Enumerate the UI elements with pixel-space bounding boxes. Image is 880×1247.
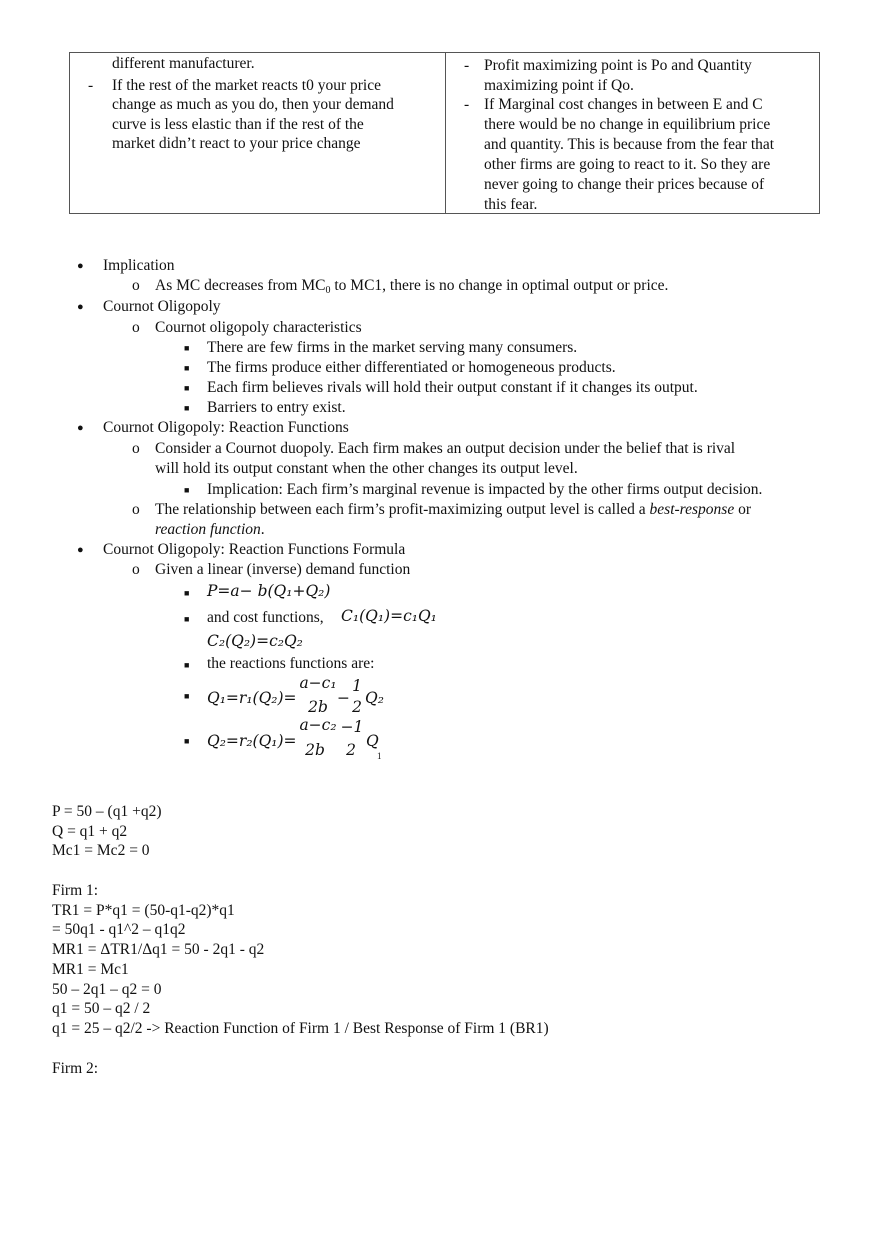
table-right-line: other firms are going to react to it. So they are [484, 156, 771, 173]
bullet-square-icon: ■ [184, 485, 190, 495]
characteristic-item: The firms produce either differentiated or homogeneous products. [207, 359, 616, 376]
bullet-circle-icon: o [132, 319, 140, 336]
table-right-line: never going to change their prices because of [484, 176, 765, 193]
table-left-line: If the rest of the market reacts t0 your price [112, 77, 381, 94]
bullet-square-icon: ■ [184, 588, 190, 598]
table-right-line: If Marginal cost changes in between E and C [484, 96, 763, 113]
reaction-1-half-numerator: 1 [352, 677, 362, 695]
bullet-dot-icon: ● [77, 260, 84, 272]
relationship-text: The relationship between each firm’s profit-maximizing output level is called a best-response or [155, 501, 752, 518]
work-line: Mc1 = Mc2 = 0 [52, 842, 150, 859]
reactions-text: the reactions functions are: [207, 655, 375, 672]
characteristic-item: Barriers to entry exist. [207, 399, 346, 416]
table-left-line: market didn’t react to your price change [112, 135, 361, 152]
bullet-square-icon: ■ [184, 691, 190, 701]
reaction-2-denominator: 2b [305, 741, 325, 759]
bullet-square-icon: ■ [184, 614, 190, 624]
work-line: MR1 = ΔTR1/Δq1 = 50 - 2q1 - q2 [52, 941, 265, 958]
characteristic-item: There are few firms in the market serving many consumers. [207, 339, 578, 356]
reaction-2-half-numerator: −1 [340, 718, 364, 736]
dash-bullet: - [88, 77, 94, 94]
firm-2-heading: Firm 2: [52, 1060, 99, 1077]
firm-1-heading: Firm 1: [52, 882, 99, 899]
bullet-dot-icon: ● [77, 422, 84, 434]
bullet-square-icon: ■ [184, 403, 190, 413]
relationship-text: reaction function. [155, 521, 265, 538]
table-left-line: different manufacturer. [112, 55, 255, 72]
linear-demand-text: Given a linear (inverse) demand function [155, 561, 411, 578]
bullet-square-icon: ■ [184, 736, 190, 746]
reaction-2-q: Q [366, 732, 379, 750]
heading-reaction-functions: Cournot Oligopoly: Reaction Functions [103, 419, 349, 436]
bullet-square-icon: ■ [184, 343, 190, 353]
heading-cournot: Cournot Oligopoly [103, 298, 221, 315]
work-line: MR1 = Mc1 [52, 961, 129, 978]
bullet-circle-icon: o [132, 501, 140, 518]
cost-text: and cost functions, [207, 609, 324, 626]
reaction-1-denominator: 2b [308, 698, 328, 716]
work-line: Q = q1 + q2 [52, 823, 128, 840]
bullet-dot-icon: ● [77, 301, 84, 313]
table-right-line: there would be no change in equilibrium price [484, 116, 771, 133]
demand-equation: P=a− b(Q₁+Q₂) [207, 582, 331, 600]
bullet-circle-icon: o [132, 440, 140, 457]
dash-bullet: - [464, 57, 470, 74]
reaction-1-numerator: a−c₁ [299, 674, 337, 692]
reaction-1-half-denominator: 2 [352, 698, 362, 716]
reaction-2-q-sub: 1 [377, 751, 382, 761]
bullet-dot-icon: ● [77, 544, 84, 556]
duopoly-implication: Implication: Each firm’s marginal revenue is impacted by the other firms output decision. [207, 481, 763, 498]
table-right-line: this fear. [484, 196, 538, 213]
table-left-line: curve is less elastic than if the rest of the [112, 116, 364, 133]
bullet-square-icon: ■ [184, 383, 190, 393]
characteristics-heading: Cournot oligopoly characteristics [155, 319, 362, 336]
table-right-line: maximizing point if Qo. [484, 77, 634, 94]
reaction-2-numerator: a−c₂ [299, 716, 337, 734]
bullet-square-icon: ■ [184, 660, 190, 670]
work-line: q1 = 25 – q2/2 -> Reaction Function of Firm 1 / Best Response of Firm 1 (BR1) [52, 1020, 549, 1037]
work-line: q1 = 50 – q2 / 2 [52, 1000, 151, 1017]
bullet-square-icon: ■ [184, 363, 190, 373]
work-line: = 50q1 - q1^2 – q1q2 [52, 921, 186, 938]
reaction-1-lhs: Q₁=r₁(Q₂)= [207, 689, 297, 707]
table-left-line: change as much as you do, then your demand [112, 96, 394, 113]
reaction-2-half-denominator: 2 [346, 741, 356, 759]
reaction-1-q: Q₂ [365, 689, 384, 707]
cost-equation-1: C₁(Q₁)=c₁Q₁ [341, 607, 437, 625]
bullet-circle-icon: o [132, 561, 140, 578]
bullet-circle-icon: o [132, 277, 140, 294]
heading-formula: Cournot Oligopoly: Reaction Functions Formula [103, 541, 406, 558]
duopoly-text: will hold its output constant when the other changes its output level. [155, 460, 578, 477]
implication-text: As MC decreases from $MC_0$ to MC1, there is no change in optimal output or price. [155, 277, 669, 296]
reaction-2-lhs: Q₂=r₂(Q₁)= [207, 732, 297, 750]
reaction-1-minus: − [337, 689, 350, 707]
table-right-line: Profit maximizing point is Po and Quantity [484, 57, 752, 74]
heading-implication: Implication [103, 257, 175, 274]
table-divider [445, 53, 446, 213]
comparison-table [69, 52, 820, 214]
work-line: TR1 = P*q1 = (50-q1-q2)*q1 [52, 902, 235, 919]
characteristic-item: Each firm believes rivals will hold their output constant if it changes its output. [207, 379, 698, 396]
duopoly-text: Consider a Cournot duopoly. Each firm makes an output decision under the belief that is rival [155, 440, 736, 457]
work-line: 50 – 2q1 – q2 = 0 [52, 981, 162, 998]
table-right-line: and quantity. This is because from the fear that [484, 136, 775, 153]
dash-bullet: - [464, 96, 470, 113]
cost-equation-2: C₂(Q₂)=c₂Q₂ [207, 632, 303, 650]
work-line: P = 50 – (q1 +q2) [52, 803, 162, 820]
